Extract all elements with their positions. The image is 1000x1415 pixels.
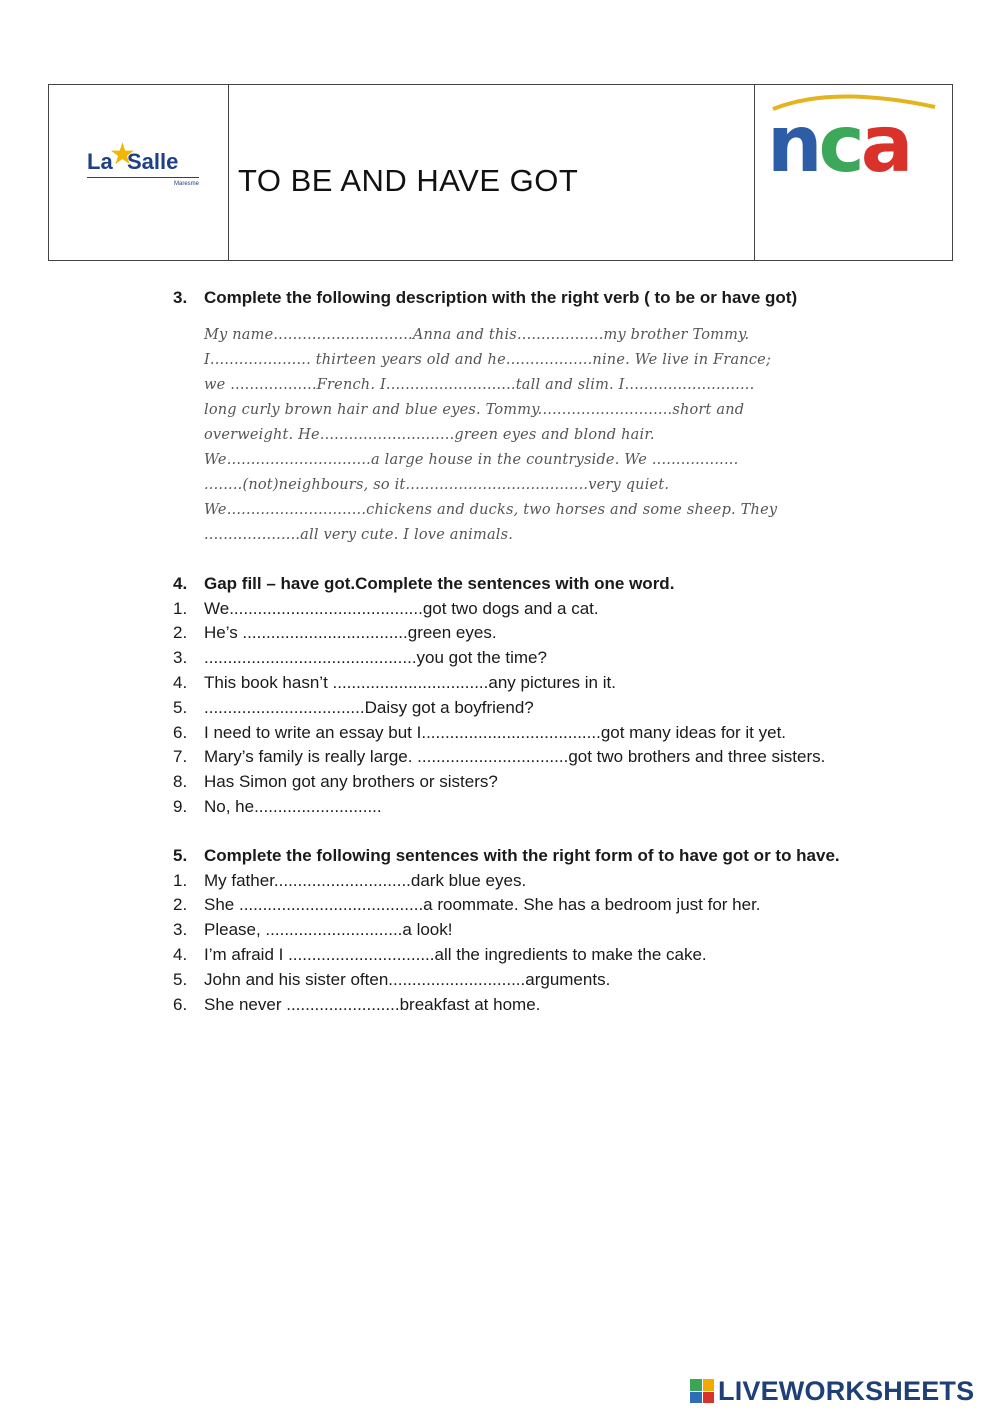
nca-logo (763, 87, 943, 187)
section-3-number: 3. (173, 288, 188, 307)
item-text: He’s ...................................green eyes. (204, 623, 497, 643)
section-3-heading-text: Complete the following description with the right verb ( to be or have got) (204, 288, 798, 307)
la-salle-logo (87, 138, 199, 201)
section-5-heading-text: Complete the following sentences with the right form of to have got or to have. (204, 845, 840, 865)
item-number: 6. (173, 994, 188, 1014)
item-text: She .......................................a roommate. She has a bedroom just for her. (204, 895, 761, 915)
item-text: I need to write an essay but I......................................got many ideas for it yet. (204, 722, 787, 742)
la-salle-logo-la: La (87, 149, 113, 174)
list-item (173, 646, 853, 671)
list-item (173, 696, 853, 721)
item-number: 1. (173, 870, 188, 890)
item-text: My father.............................dark blue eyes. (204, 870, 527, 890)
badge-square (690, 1379, 702, 1391)
item-number: 3. (173, 648, 188, 668)
worksheet-content (173, 286, 853, 1017)
description-line: we ..................French. I...........................tall and slim. I........................... (204, 376, 755, 393)
item-text: Has Simon got any brothers or sisters? (204, 772, 498, 792)
section-3-description (204, 323, 853, 548)
item-number: 4. (173, 672, 188, 692)
item-number: 4. (173, 944, 188, 964)
header-title-cell (229, 85, 755, 260)
list-item (173, 597, 853, 622)
list-item (173, 671, 853, 696)
liveworksheets-badge-icon (690, 1379, 714, 1403)
item-number: 6. (173, 722, 188, 742)
section-4-heading-text: Gap fill – have got.Complete the sentences with one word. (204, 573, 675, 593)
header-nca-cell (755, 85, 952, 260)
section-5-heading (173, 844, 853, 869)
list-item (173, 893, 853, 918)
section-4-heading (173, 572, 853, 597)
item-number: 5. (173, 969, 188, 989)
badge-square (703, 1379, 715, 1391)
description-line: long curly brown hair and blue eyes. Tommy............................short and (204, 401, 745, 418)
item-text: Mary’s family is really large. ................................got two brothers and three sisters. (204, 747, 826, 767)
item-number: 3. (173, 920, 188, 940)
item-text: She never ........................breakfast at home. (204, 994, 541, 1014)
description-line: We.............................chickens and ducks, two horses and some sheep. They (204, 501, 778, 518)
section-5-number: 5. (173, 845, 188, 865)
la-salle-logo-salle: Salle (127, 149, 179, 174)
item-number: 5. (173, 697, 188, 717)
header-table (48, 84, 953, 261)
header-logo-cell (49, 85, 229, 260)
la-salle-logo-line (87, 177, 199, 178)
badge-square (690, 1392, 702, 1404)
star-icon: ★ (109, 138, 136, 171)
item-number: 9. (173, 796, 188, 816)
badge-square (703, 1392, 715, 1404)
item-text: Please, .............................a look! (204, 920, 453, 940)
item-number: 2. (173, 895, 188, 915)
section-4-number: 4. (173, 573, 188, 593)
list-item (173, 745, 853, 770)
list-item (173, 721, 853, 746)
item-text: We.........................................got two dogs and a cat. (204, 598, 599, 618)
item-number: 2. (173, 623, 188, 643)
item-number: 7. (173, 747, 188, 767)
list-item (173, 795, 853, 820)
description-line: ....................all very cute. I love animals. (204, 526, 514, 543)
item-text: .............................................you got the time? (204, 648, 547, 668)
item-text: John and his sister often.............................arguments. (204, 969, 611, 989)
list-item (173, 918, 853, 943)
list-item (173, 621, 853, 646)
list-item (173, 968, 853, 993)
nca-logo-text: nca (767, 100, 910, 187)
section-5-list (173, 869, 853, 1018)
list-item (173, 943, 853, 968)
section-3-heading (173, 286, 853, 311)
page-title: TO BE AND HAVE GOT (238, 163, 579, 198)
list-item (173, 993, 853, 1018)
la-salle-logo-sub: Maresme (173, 181, 199, 187)
liveworksheets-footer[interactable] (690, 1376, 990, 1406)
list-item (173, 770, 853, 795)
description-line: ........(not)neighbours, so it......................................very quiet. (204, 476, 670, 493)
item-text: I’m afraid I ...............................all the ingredients to make the cake. (204, 944, 707, 964)
list-item (173, 869, 853, 894)
description-line: I..................... thirteen years old and he..................nine. We live in France; (204, 351, 772, 368)
item-number: 1. (173, 598, 188, 618)
description-line: My name.............................Anna and this..................my brother Tommy. (204, 326, 750, 343)
item-number: 8. (173, 772, 188, 792)
liveworksheets-brand[interactable]: LIVEWORKSHEETS (718, 1375, 975, 1406)
item-text: ..................................Daisy got a boyfriend? (204, 697, 534, 717)
description-line: We..............................a large house in the countryside. We .................. (204, 451, 739, 468)
item-text: No, he........................... (204, 796, 382, 816)
section-4-list (173, 597, 853, 820)
item-text: This book hasn’t .................................any pictures in it. (204, 672, 616, 692)
description-line: overweight. He............................green eyes and blond hair. (204, 426, 655, 443)
